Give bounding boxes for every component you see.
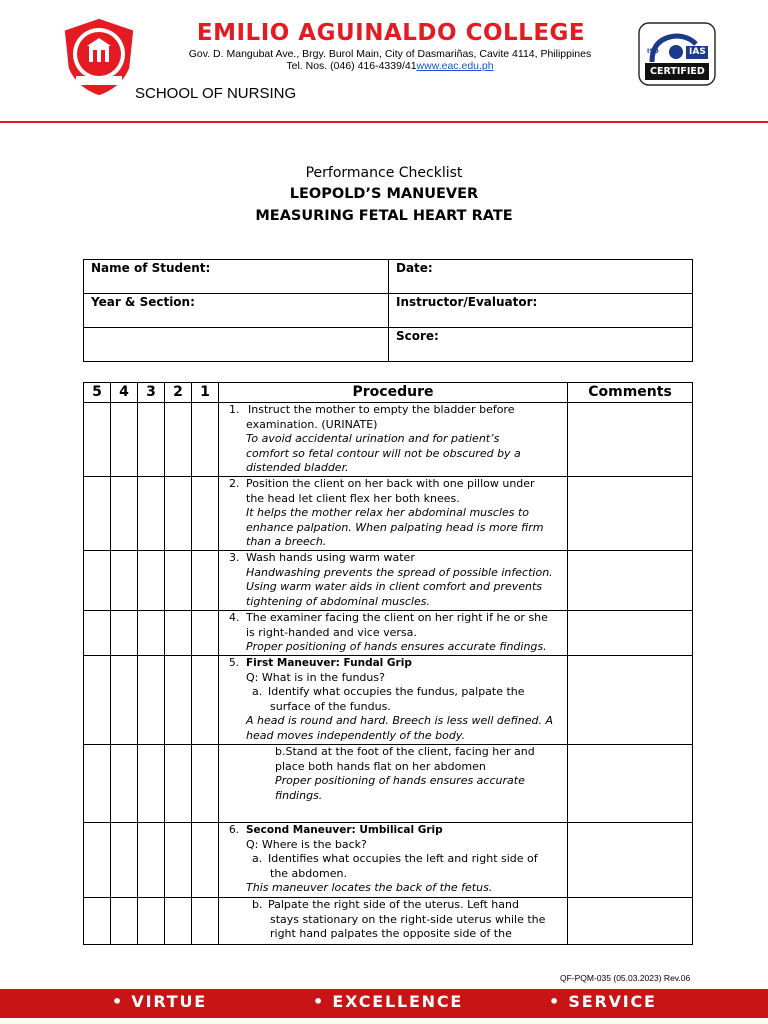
step-number: 6.: [229, 824, 240, 836]
maneuver-title: First Maneuver: Fundal Grip: [246, 657, 412, 669]
maneuver-question: Q: What is in the fundus?: [246, 670, 385, 684]
table-row: [84, 745, 693, 823]
step-number: 4.: [229, 611, 240, 624]
sub-step-letter: b.: [252, 898, 263, 911]
comments-cell[interactable]: [568, 745, 693, 823]
step-rationale: Handwashing prevents the spread of possible infection.: [246, 565, 553, 579]
sub-step-text-cont: place both hands flat on her abdomen: [275, 759, 486, 773]
year-section-field[interactable]: Year & Section:: [84, 294, 389, 328]
rating-cell-5[interactable]: [84, 611, 111, 656]
rating-cell-1[interactable]: [192, 611, 219, 656]
step-text: The examiner facing the client on her right if he or she: [246, 611, 548, 624]
procedure-cell: [219, 823, 568, 898]
sub-step-letter: b.: [275, 745, 286, 758]
student-info-table: [83, 259, 693, 362]
website-link[interactable]: www.eac.edu.ph: [416, 60, 494, 72]
step-text: Wash hands using warm water: [246, 551, 415, 564]
rating-cell-2[interactable]: [165, 403, 192, 477]
core-values-bar: [0, 989, 768, 1018]
contact-line: [150, 60, 630, 72]
rating-cell-4[interactable]: [111, 551, 138, 611]
step-rationale: Proper positioning of hands ensures accurate: [275, 774, 525, 788]
rating-cell-1[interactable]: [192, 823, 219, 898]
blank-field: [84, 328, 389, 362]
step-rationale: Proper positioning of hands ensures accurate findings.: [246, 640, 547, 654]
step-text: Position the client on her back with one pillow under: [246, 477, 535, 490]
sub-step-text: Palpate the right side of the uterus. Left hand: [268, 898, 519, 911]
step-text: Instruct the mother to empty the bladder before: [248, 403, 515, 416]
comments-cell[interactable]: [568, 477, 693, 551]
rating-cell-2[interactable]: [165, 551, 192, 611]
school-name: SCHOOL OF NURSING: [135, 85, 297, 102]
rating-2-header: 2: [165, 383, 192, 403]
comments-header: Comments: [568, 383, 693, 403]
rating-cell-5[interactable]: [84, 477, 111, 551]
cert-iso: ISO: [647, 48, 659, 55]
cert-label: CERTIFIED: [650, 66, 705, 77]
form-code: QF-PQM-035 (05.03.2023) Rev.06: [560, 973, 691, 983]
step-text-cont: examination. (URINATE): [246, 417, 378, 431]
procedure-cell: [219, 611, 568, 656]
comments-cell[interactable]: [568, 656, 693, 745]
table-row: [84, 656, 693, 745]
step-number: 1.: [229, 403, 240, 416]
rating-cell-4[interactable]: [111, 477, 138, 551]
procedure-cell: [219, 898, 568, 945]
sub-step-letter: a.: [252, 685, 263, 699]
step-rationale-cont: tightening of abdominal muscles.: [246, 594, 430, 608]
college-address: [150, 48, 630, 72]
rating-cell-1[interactable]: [192, 551, 219, 611]
step-number: 2.: [229, 477, 240, 490]
step-rationale: This maneuver locates the back of the fetus.: [246, 881, 493, 895]
comments-cell[interactable]: [568, 611, 693, 656]
rating-cell-3[interactable]: [138, 611, 165, 656]
certified-badge: [638, 22, 716, 86]
table-row: [84, 898, 693, 945]
rating-cell-5[interactable]: [84, 403, 111, 477]
rating-5-header: 5: [84, 383, 111, 403]
table-row: [84, 477, 693, 551]
rating-cell-4[interactable]: [111, 823, 138, 898]
table-header-row: [84, 383, 693, 403]
sub-step-text: Identify what occupies the fundus, palpate the: [268, 685, 525, 699]
rating-3-header: 3: [138, 383, 165, 403]
rating-cell-4[interactable]: [111, 403, 138, 477]
procedure-cell: [219, 551, 568, 611]
sub-step-text-cont: stays stationary on the right-side uterus while the: [270, 912, 546, 926]
procedure-cell: [219, 477, 568, 551]
rating-cell-2[interactable]: [165, 823, 192, 898]
tel-numbers: Tel. Nos. (046) 416-4339/41: [286, 60, 417, 72]
maneuver-title: Second Maneuver: Umbilical Grip: [246, 824, 443, 836]
address-line: Gov. D. Mangubat Ave., Brgy. Burol Main, City of Dasmariñas, Cavite 4114, Philippines: [188, 48, 592, 60]
rating-cell-1[interactable]: [192, 745, 219, 823]
rating-cell-2[interactable]: [165, 745, 192, 823]
maneuver-question: Q: Where is the back?: [246, 837, 367, 851]
date-field[interactable]: Date:: [389, 260, 693, 294]
rating-cell-3[interactable]: [138, 403, 165, 477]
name-of-student-field[interactable]: Name of Student:: [84, 260, 389, 294]
sub-step-text: Stand at the foot of the client, facing her and: [285, 745, 535, 758]
doc-title-2: MEASURING FETAL HEART RATE: [255, 208, 513, 224]
rating-cell-2[interactable]: [165, 656, 192, 745]
rating-cell-1[interactable]: [192, 898, 219, 945]
step-rationale-cont: enhance palpation. When palpating head is more firm: [246, 520, 544, 534]
cert-ias: IAS: [689, 47, 706, 57]
rating-cell-5[interactable]: [84, 823, 111, 898]
procedure-table: [83, 382, 693, 945]
instructor-field[interactable]: Instructor/Evaluator:: [389, 294, 693, 328]
step-text-cont: the head let client flex her both knees.: [246, 491, 460, 505]
rating-cell-4[interactable]: [111, 656, 138, 745]
rating-cell-2[interactable]: [165, 477, 192, 551]
sub-step-text-cont: surface of the fundus.: [270, 699, 391, 713]
step-rationale-cont: than a breech.: [246, 535, 327, 549]
score-field[interactable]: Score:: [389, 328, 693, 362]
doc-title: LEOPOLD’S MANUEVER: [289, 186, 479, 202]
rating-cell-4[interactable]: [111, 898, 138, 945]
procedure-cell: [219, 403, 568, 477]
value-excellence: • EXCELLENCE: [313, 992, 464, 1011]
comments-cell[interactable]: [568, 823, 693, 898]
rating-cell-4[interactable]: [111, 611, 138, 656]
rating-cell-3[interactable]: [138, 823, 165, 898]
step-rationale-cont: findings.: [275, 788, 323, 802]
rating-cell-3[interactable]: [138, 477, 165, 551]
step-rationale: A head is round and hard. Breech is less well defined. A: [246, 714, 553, 728]
college-logo: [60, 16, 138, 98]
rating-1-header: 1: [192, 383, 219, 403]
rating-cell-5[interactable]: [84, 656, 111, 745]
comments-cell[interactable]: [568, 898, 693, 945]
rating-cell-1[interactable]: [192, 403, 219, 477]
sub-step-letter: a.: [252, 852, 263, 866]
table-row: [84, 403, 693, 477]
comments-cell[interactable]: [568, 403, 693, 477]
step-rationale-cont: head moves independently of the body.: [246, 728, 466, 742]
procedure-cell: [219, 656, 568, 745]
step-rationale-cont: comfort so fetal contour will not be obscured by a: [246, 446, 521, 460]
procedure-header: Procedure: [219, 383, 568, 403]
rating-4-header: 4: [111, 383, 138, 403]
rating-cell-2[interactable]: [165, 611, 192, 656]
rating-cell-4[interactable]: [111, 745, 138, 823]
step-rationale-cont: distended bladder.: [246, 461, 349, 475]
table-row: [84, 823, 693, 898]
procedure-cell: [219, 745, 568, 823]
step-text-cont: is right-handed and vice versa.: [246, 625, 417, 639]
rating-cell-1[interactable]: [192, 656, 219, 745]
table-row: [84, 551, 693, 611]
doc-subtitle: Performance Checklist: [305, 165, 463, 181]
rating-cell-3[interactable]: [138, 745, 165, 823]
table-row: [84, 611, 693, 656]
sub-step-text: Identifies what occupies the left and right side of: [268, 852, 538, 866]
step-rationale-cont: Using warm water aids in client comfort and prevents: [246, 580, 543, 594]
rating-cell-3[interactable]: [138, 898, 165, 945]
step-rationale: To avoid accidental urination and for patient’s: [246, 432, 500, 446]
rating-cell-5[interactable]: [84, 551, 111, 611]
rating-cell-2[interactable]: [165, 898, 192, 945]
rating-cell-3[interactable]: [138, 656, 165, 745]
value-service: • SERVICE: [549, 992, 657, 1011]
step-number: 5.: [229, 657, 240, 669]
header-divider: [0, 121, 768, 123]
rating-cell-5[interactable]: [84, 745, 111, 823]
sub-step-text-cont: the abdomen.: [270, 866, 347, 880]
rating-cell-5[interactable]: [84, 898, 111, 945]
college-name: EMILIO AGUINALDO COLLEGE: [196, 20, 586, 46]
value-virtue: • VIRTUE: [112, 992, 207, 1011]
step-number: 3.: [229, 551, 240, 564]
step-rationale: It helps the mother relax her abdominal muscles to: [246, 506, 530, 520]
rating-cell-1[interactable]: [192, 477, 219, 551]
comments-cell[interactable]: [568, 551, 693, 611]
rating-cell-3[interactable]: [138, 551, 165, 611]
sub-step-text-cont: right hand palpates the opposite side of the: [270, 927, 512, 941]
